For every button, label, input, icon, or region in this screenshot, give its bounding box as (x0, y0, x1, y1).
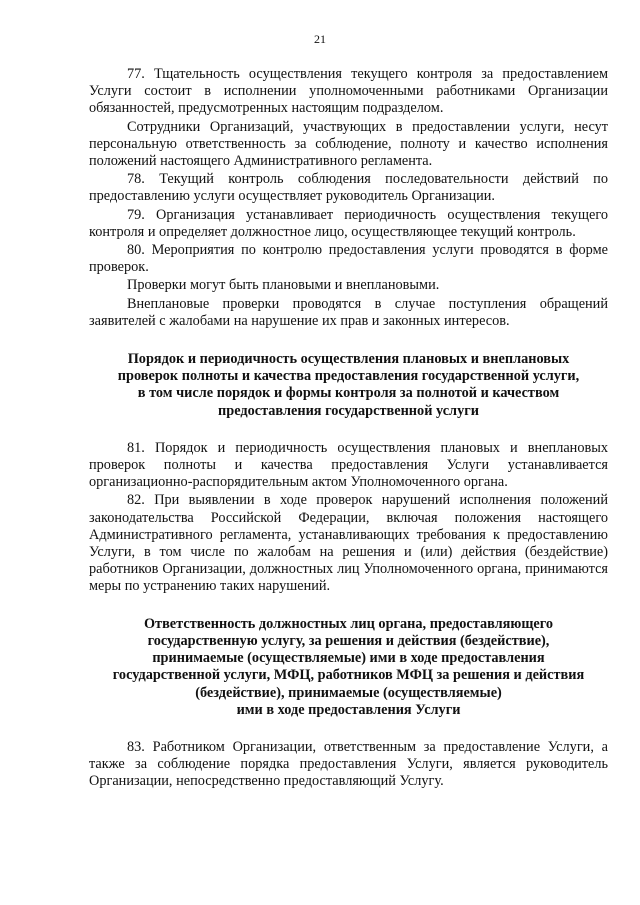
document-body (89, 66, 608, 792)
paragraph-employees-responsibility: Сотрудники Организаций, участвующих в предоставлении услуги, несут персональную ответственность за соблюдение, полноту и качество исполнения положений настоящего Административного регламента. (89, 118, 608, 170)
page-number: 21 (314, 32, 326, 46)
paragraph-81: 81. Порядок и периодичность осуществления плановых и внеплановых проверок полноты и качества предоставления Услуги устанавливается организационно-распорядительным актом Уполномоченного органа. (89, 439, 608, 491)
paragraph-82: 82. При выявлении в ходе проверок нарушений исполнения положений законодательства Российской Федерации, включая положения настоящего Административного регламента, устанавливающих требования к предоставлению Услуги, в том числе по жалобам на решения и (или) действия (бездействие) работников Организации, должностных лиц Уполномоченного органа, принимаются меры по устранению таких нарушений. (89, 492, 608, 595)
section-heading-inspections: Порядок и периодичность осуществления плановых и внеплановых проверок полноты и качества предоставления государственной услуги, в том числе порядок и формы контроля за полнотой и качеством предоставления государственной услуги (117, 351, 580, 419)
paragraph-unscheduled-inspections: Внеплановые проверки проводятся в случае поступления обращений заявителей с жалобами на нарушение их прав и законных интересов. (89, 295, 608, 329)
paragraph-80: 80. Мероприятия по контролю предоставления услуги проводятся в форме проверок. (89, 242, 608, 276)
paragraph-83: 83. Работником Организации, ответственным за предоставление Услуги, а также за соблюдение порядка предоставления Услуги, является руководитель Организации, непосредственно предоставляющий Услугу. (89, 738, 608, 790)
paragraph-79: 79. Организация устанавливает периодичность осуществления текущего контроля и определяет должностное лицо, осуществляющее текущий контроль. (89, 206, 608, 240)
paragraph-inspection-types: Проверки могут быть плановыми и внеплановыми. (127, 277, 440, 294)
paragraph-78: 78. Текущий контроль соблюдения последовательности действий по предоставлению услуги осуществляет руководитель Организации. (89, 171, 608, 205)
section-heading-responsibility: Ответственность должностных лиц органа, предоставляющего государственную услугу, за решения и действия (бездействие), принимаемые (осуществляемые) ими в ходе предоставления государственной услуги, МФЦ, работников МФЦ за решения и действия (бездействие), принимаемые (осуществляемые) ими в ходе предоставления Услуги (112, 615, 585, 718)
paragraph-77: 77. Тщательность осуществления текущего контроля за предоставлением Услуги состоит в исполнении уполномоченными работниками Организации обязанностей, предусмотренных настоящим подразделом. (89, 66, 608, 117)
